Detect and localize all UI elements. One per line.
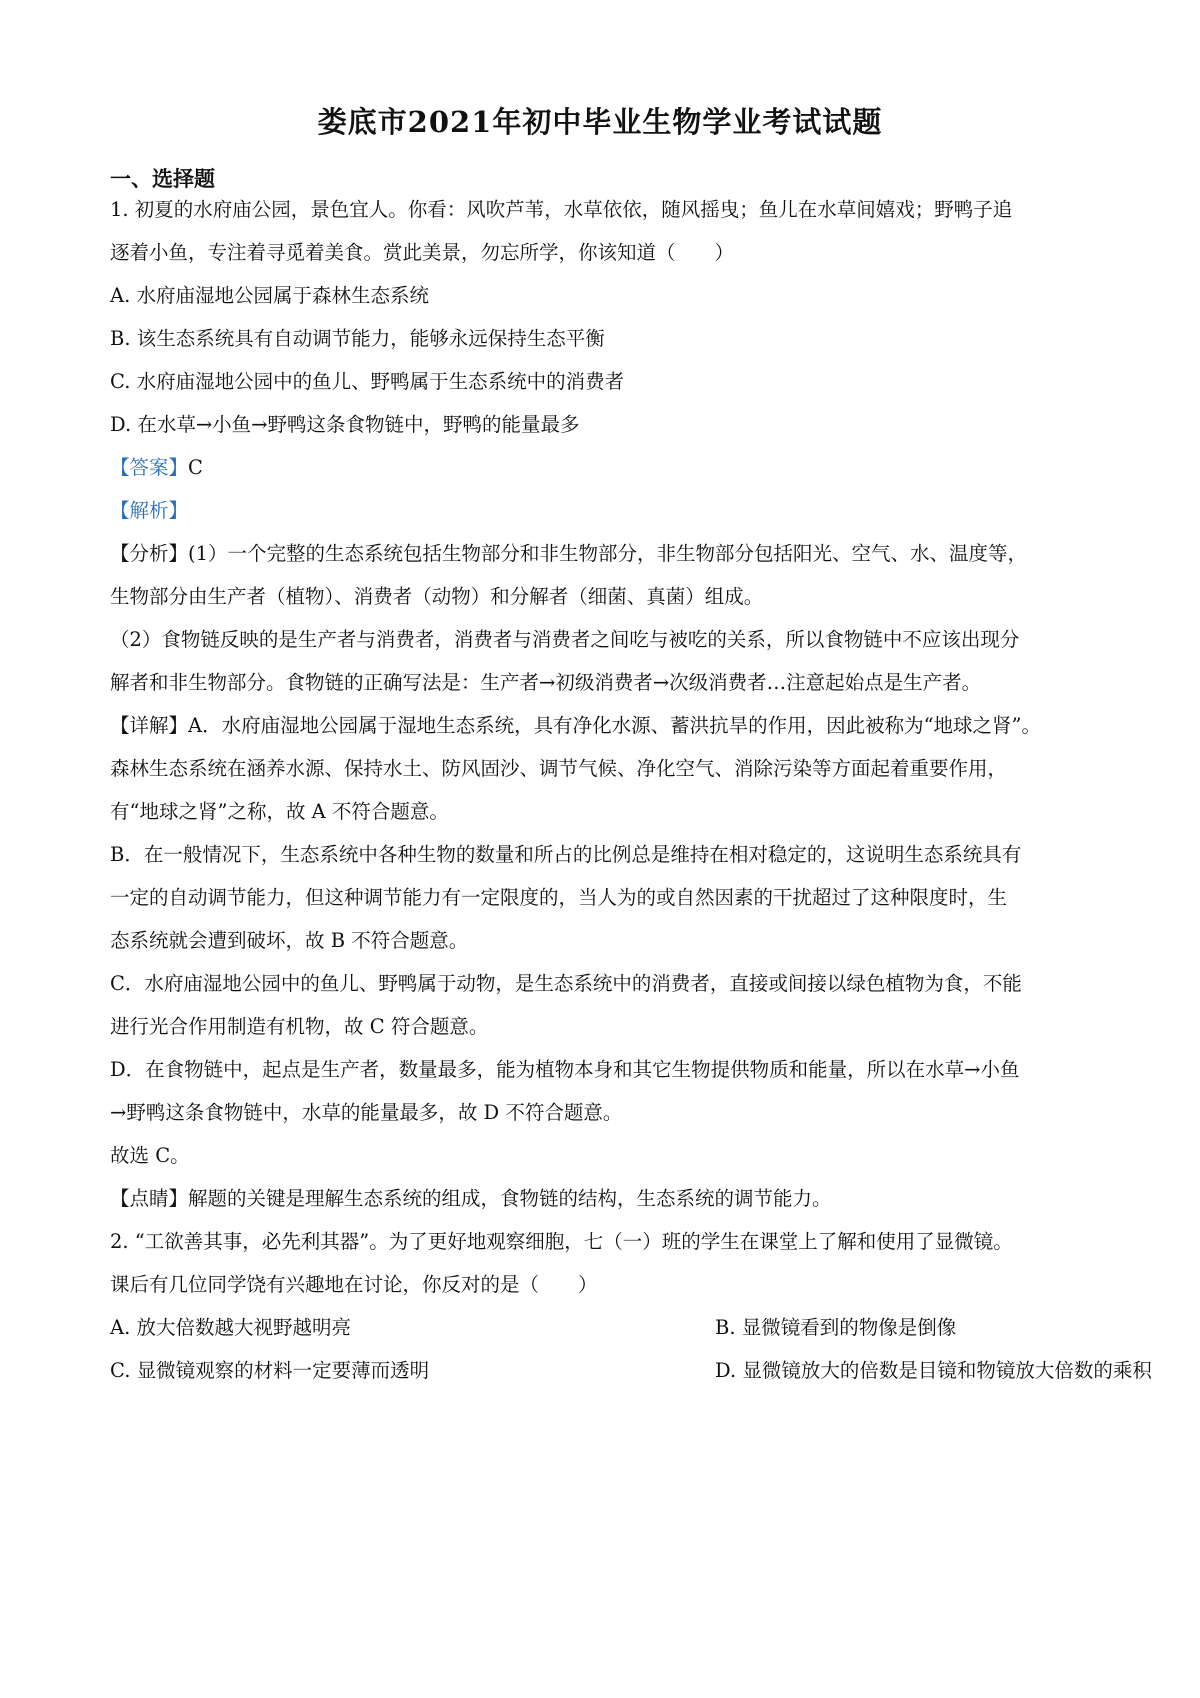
q1-key-point: 【点睛】解题的关键是理解生态系统的组成，食物链的结构，生态系统的调节能力。 — [110, 1187, 832, 1210]
q1-analysis-line-1: 【分析】(1）一个完整的生态系统包括生物部分和非生物部分，非生物部分包括阳光、空气、水、温度等， — [110, 542, 1028, 565]
q2-option-b: B. 显微镜看到的物像是倒像 — [715, 1316, 957, 1339]
q1-option-d: D. 在水草→小鱼→野鸭这条食物链中，野鸭的能量最多 — [110, 413, 580, 436]
q1-option-b: B. 该生态系统具有自动调节能力，能够永远保持生态平衡 — [110, 327, 605, 350]
q1-analysis-line-4: 解者和非生物部分。食物链的正确写法是：生产者→初级消费者→次级消费者…注意起始点是生产者。 — [110, 671, 982, 694]
analysis-label: 【解析】 — [110, 499, 189, 522]
q1-detail-d-line-2: →野鸭这条食物链中，水草的能量最多，故 D 不符合题意。 — [110, 1101, 623, 1124]
q1-analysis-line-2: 生物部分由生产者（植物）、消费者（动物）和分解者（细菌、真菌）组成。 — [110, 585, 764, 608]
q1-detail-line-2: 森林生态系统在涵养水源、保持水土、防风固沙、调节气候、净化空气、消除污染等方面起着重要作用， — [110, 757, 1008, 780]
q2-option-a: A. 放大倍数越大视野越明亮 — [110, 1316, 351, 1339]
q1-detail-d-line-1: D．在食物链中，起点是生产者，数量最多，能为植物本身和其它生物提供物质和能量，所以在水草→小鱼 — [110, 1058, 1020, 1081]
q1-choose: 故选 C。 — [110, 1144, 190, 1167]
q1-detail-c-line-2: 进行光合作用制造有机物，故 C 符合题意。 — [110, 1015, 489, 1038]
answer-value: C — [188, 456, 203, 479]
q1-stem-line-2: 逐着小鱼，专注着寻觅着美食。赏此美景，勿忘所学，你该知道（ ） — [110, 241, 735, 264]
q2-option-c: C. 显微镜观察的材料一定要薄而透明 — [110, 1359, 430, 1382]
q2-stem-line-1: 2. “工欲善其事，必先利其器”。为了更好地观察细胞，七（一）班的学生在课堂上了解和使用了显微镜。 — [110, 1230, 1013, 1253]
q1-answer — [110, 458, 203, 478]
section-title: 一、选择题 — [110, 166, 215, 191]
q1-detail-c-line-1: C．水府庙湿地公园中的鱼儿、野鸭属于动物，是生态系统中的消费者，直接或间接以绿色植物为食，不能 — [110, 972, 1022, 995]
q1-stem-line-1: 1. 初夏的水府庙公园，景色宜人。你看：风吹芦苇，水草依依，随风摇曳；鱼儿在水草间嬉戏；野鸭子追 — [110, 198, 1013, 221]
q1-detail-b-line-3: 态系统就会遭到破坏，故 B 不符合题意。 — [110, 929, 469, 952]
page-title: 娄底市2021年初中毕业生物学业考试试题 — [317, 105, 883, 139]
q1-detail-b-line-1: B．在一般情况下，生态系统中各种生物的数量和所占的比例总是维持在相对稳定的，这说明生态系统具有 — [110, 843, 1022, 866]
q1-option-c: C. 水府庙湿地公园中的鱼儿、野鸭属于生态系统中的消费者 — [110, 370, 625, 393]
answer-label: 【答案】 — [110, 456, 189, 479]
q1-analysis-line-3: （2）食物链反映的是生产者与消费者，消费者与消费者之间吃与被吃的关系，所以食物链中不应该出现分 — [110, 628, 1020, 651]
q1-detail-line-1: 【详解】A．水府庙湿地公园属于湿地生态系统，具有净化水源、蓄洪抗旱的作用，因此被称为“地球之肾”。 — [110, 714, 1042, 737]
q1-detail-line-3: 有“地球之肾”之称，故 A 不符合题意。 — [110, 800, 449, 823]
q2-stem-line-2: 课后有几位同学饶有兴趣地在讨论，你反对的是（ ） — [110, 1273, 598, 1296]
q1-option-a: A. 水府庙湿地公园属于森林生态系统 — [110, 284, 429, 307]
q1-detail-b-line-2: 一定的自动调节能力，但这种调节能力有一定限度的，当人为的或自然因素的干扰超过了这种限度时，生 — [110, 886, 1008, 909]
q2-option-d: D. 显微镜放大的倍数是目镜和物镜放大倍数的乘积 — [715, 1359, 1152, 1382]
